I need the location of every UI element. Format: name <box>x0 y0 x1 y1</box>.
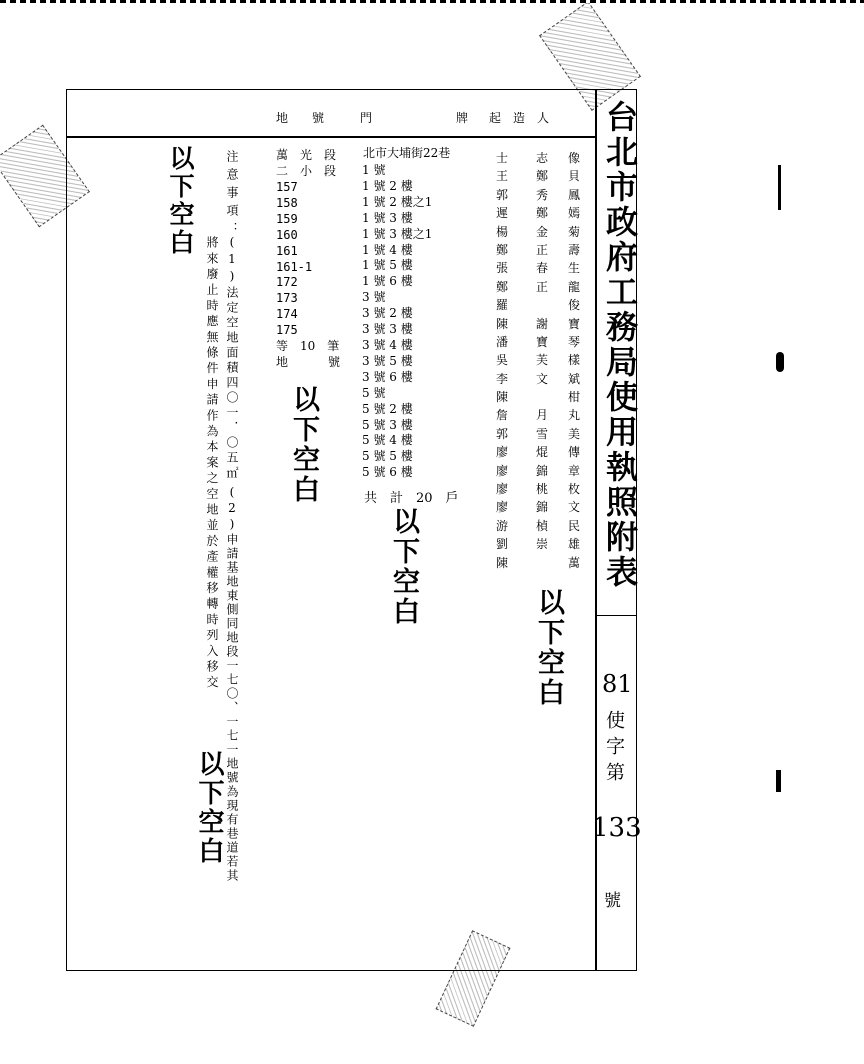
door-list <box>362 163 432 481</box>
door-total: 共 計 20 戶 <box>364 491 459 506</box>
owner-char: 正 <box>536 242 549 257</box>
door-row: 3 號 5 樓 <box>362 353 413 368</box>
notes-label: 注意事項： <box>225 150 239 240</box>
owner-char: 嫣 <box>568 206 581 221</box>
owner-char: 士 <box>496 151 509 165</box>
owner-char: 廖 <box>496 463 509 478</box>
owner-char: 志 <box>536 151 549 165</box>
lot-section-line-1: 萬 光 段 <box>276 148 337 162</box>
owner-column-1 <box>536 150 548 555</box>
lot-number: 174 <box>276 307 298 322</box>
door-row: 3 號 3 樓 <box>362 322 413 337</box>
title-rule <box>596 615 636 616</box>
owner-char: 遲 <box>496 206 509 221</box>
owner-char: 柑 <box>568 390 581 405</box>
lot-section-line-2: 二 小 段 <box>276 164 337 178</box>
door-row: 3 號 <box>362 290 386 305</box>
owner-char: 壽 <box>568 242 581 257</box>
door-row: 5 號 4 樓 <box>362 433 413 448</box>
blank-mark-lots: 以下空白 <box>288 385 319 505</box>
edge-speck <box>776 352 784 372</box>
owner-char: 張 <box>496 261 509 276</box>
lot-number: 172 <box>276 275 298 290</box>
document-title: 台北市政府工務局使用執照附表 <box>601 100 639 590</box>
owner-char: 雄 <box>568 537 581 552</box>
blank-mark-owners: 以下空白 <box>533 588 564 708</box>
owner-char: 貝 <box>568 169 581 184</box>
owner-char: 劉 <box>496 537 509 552</box>
owner-char: 鄭 <box>536 206 549 221</box>
owner-char: 謝 <box>536 316 549 331</box>
owner-char: 吳 <box>496 353 509 368</box>
owner-char: 金 <box>536 224 549 239</box>
owner-char: 錦 <box>536 500 549 515</box>
note-item-2: (2)申請基地東側同地段一七〇、一七一地號為現有巷道若其 <box>225 485 239 883</box>
owner-char: 崇 <box>536 537 549 552</box>
lot-number: 161-1 <box>276 259 313 274</box>
blank-mark-doors: 以下空白 <box>388 507 419 627</box>
owner-char: 文 <box>568 500 581 515</box>
door-row: 3 號 2 樓 <box>362 306 413 321</box>
owner-char: 章 <box>568 463 581 478</box>
owner-char: 楊 <box>496 224 509 239</box>
door-header: 北市大埔街22巷 <box>363 146 451 160</box>
owner-char: 民 <box>568 518 581 533</box>
owner-column-2 <box>568 150 580 573</box>
owner-char: 詹 <box>496 408 509 423</box>
door-row: 5 號 2 樓 <box>362 401 413 416</box>
door-row: 3 號 6 樓 <box>362 369 413 384</box>
permit-year: 81 <box>602 670 633 698</box>
door-row: 5 號 5 樓 <box>362 449 413 464</box>
door-row: 1 號 6 樓 <box>362 274 413 289</box>
door-row: 5 號 3 樓 <box>362 417 413 432</box>
lot-number: 158 <box>276 195 298 210</box>
owner-char: 潘 <box>496 334 509 349</box>
owner-char: 芙 <box>536 353 549 368</box>
owner-char: 陳 <box>496 390 509 405</box>
door-row: 5 號 <box>362 385 386 400</box>
edge-speck <box>0 0 864 3</box>
permit-suffix: 號 <box>604 891 621 911</box>
lot-number: 173 <box>276 291 298 306</box>
owner-char: 陳 <box>496 316 509 331</box>
lot-number: 157 <box>276 180 298 194</box>
blank-mark-notes: 以下空白 <box>194 750 224 866</box>
owner-char: 枚 <box>568 482 581 497</box>
note-item-1: (1)法定空地面積四〇一．〇五㎡ <box>225 235 239 481</box>
owner-char: 焜 <box>536 445 549 460</box>
door-row: 3 號 4 樓 <box>362 337 413 352</box>
lot-number: 159 <box>276 211 298 226</box>
owner-list-3 <box>496 150 508 573</box>
note-continuation: 將來廢止時應無條件申請作為本案之空地並於產權移轉時列入移交 <box>205 236 219 692</box>
owner-char: 陳 <box>496 555 509 570</box>
lot-number: 160 <box>276 227 298 242</box>
owner-char: 鳳 <box>568 187 581 202</box>
owner-char: 鄭 <box>536 169 549 184</box>
owner-char: 寶 <box>568 316 581 331</box>
owner-char: 月 <box>536 408 549 423</box>
door-row: 1 號 2 樓之1 <box>362 194 433 209</box>
door-row: 1 號 <box>362 163 386 177</box>
owner-char: 生 <box>568 261 581 276</box>
owner-char: 楨 <box>536 518 549 533</box>
owner-char: 春 <box>536 261 549 276</box>
owner-char: 斌 <box>568 371 581 386</box>
owner-char: 李 <box>496 371 509 386</box>
owner-char: 美 <box>568 426 581 441</box>
lot-number: 161 <box>276 243 298 258</box>
lot-tail-right: 號 <box>328 355 341 369</box>
owner-char: 龍 <box>568 279 581 294</box>
owner-char: 鄭 <box>496 279 509 294</box>
door-row: 5 號 6 樓 <box>362 465 413 480</box>
owner-char: 菊 <box>568 224 581 239</box>
owner-char: 廖 <box>496 482 509 497</box>
owner-char: 像 <box>568 151 581 165</box>
permit-type: 使字第 <box>603 710 625 788</box>
owner-char: 王 <box>496 169 509 184</box>
owner-header: 起 造 人 <box>489 111 550 125</box>
document-page <box>66 89 637 971</box>
owner-char: 寶 <box>536 334 549 349</box>
owner-char: 郭 <box>496 187 509 202</box>
header-rule <box>66 136 596 138</box>
owner-char: 樣 <box>568 353 581 368</box>
owner-char: 鄭 <box>496 242 509 257</box>
owner-char: 萬 <box>568 555 581 570</box>
owner-char: 正 <box>536 279 549 294</box>
owner-list-1 <box>536 150 548 555</box>
address-header: 地 號 門 牌 <box>276 111 469 125</box>
permit-number: 133 <box>592 813 642 843</box>
owner-char: 羅 <box>496 298 509 313</box>
blank-mark-left: 以下空白 <box>166 145 195 257</box>
owner-char: 琴 <box>568 334 581 349</box>
owner-char: 雪 <box>536 426 549 441</box>
edge-speck <box>778 165 781 210</box>
lot-list <box>276 180 312 339</box>
owner-char: 文 <box>536 371 549 386</box>
owner-char: 秀 <box>536 187 549 202</box>
edge-speck <box>776 770 781 792</box>
owner-char: 游 <box>496 518 509 533</box>
lot-section <box>276 147 336 179</box>
owner-char <box>536 389 548 407</box>
owner-char: 錦 <box>536 463 549 478</box>
door-row: 1 號 5 樓 <box>362 258 413 273</box>
door-row: 1 號 3 樓之1 <box>362 226 433 241</box>
owner-char <box>536 297 548 315</box>
owner-char: 傳 <box>568 445 581 460</box>
door-row: 1 號 2 樓 <box>362 178 413 193</box>
door-row: 1 號 4 樓 <box>362 242 413 257</box>
door-row: 1 號 3 樓 <box>362 210 413 225</box>
owner-char: 俊 <box>568 298 581 313</box>
owner-char: 廖 <box>496 445 509 460</box>
owner-char: 桃 <box>536 482 549 497</box>
lot-tail: 等 10 筆 <box>276 339 340 353</box>
owner-char: 廖 <box>496 500 509 515</box>
owner-list-2 <box>568 150 580 573</box>
owner-char: 郭 <box>496 426 509 441</box>
lot-number: 175 <box>276 323 298 338</box>
owner-column-3 <box>496 150 508 573</box>
lot-tail-2: 地 <box>276 355 289 369</box>
owner-char: 丸 <box>568 408 581 423</box>
